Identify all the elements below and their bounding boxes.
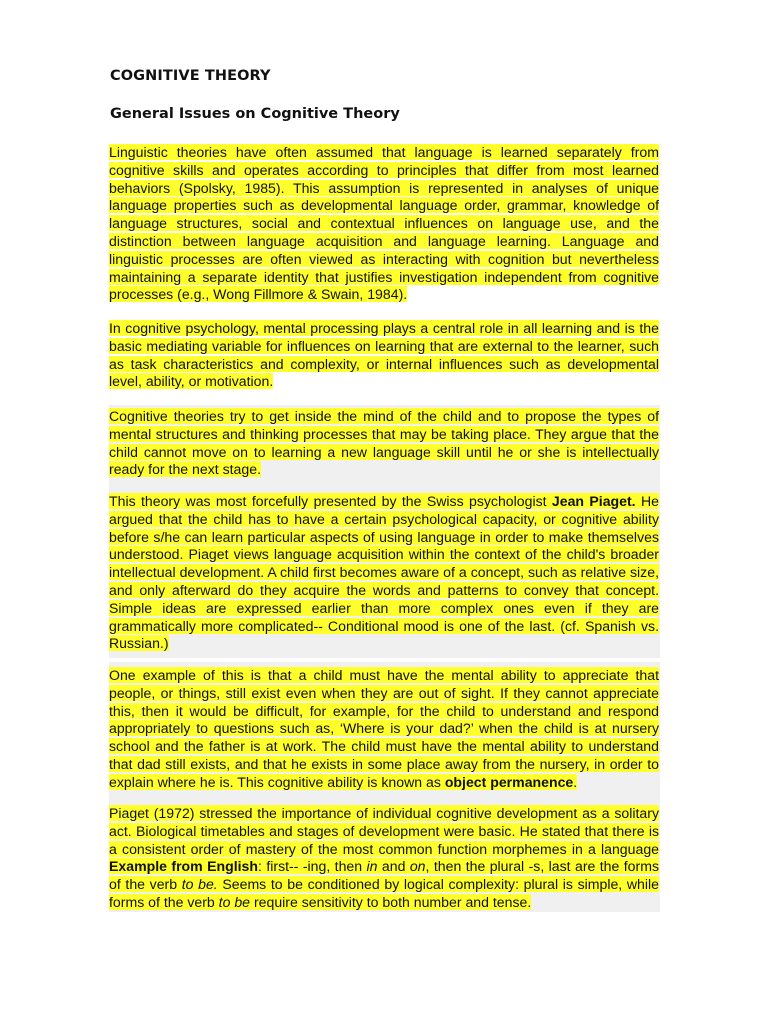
paragraph-6-text: Piaget (1972) stressed the importance of individual cognitive development as a solitary act. Biological timetables and stages of development were basic. He stated that there is a consistent order of mastery of the most common function morphemes in a language Example from English: first-- -ing, then in and on, then the plural -s, last are the forms of the verb to be. Seems to be conditioned by logical complexity: plural is simple, while forms of the verb to be require sensitivity to both number and tense. <box>109 805 659 910</box>
paragraph-6 <box>109 805 659 912</box>
paragraph-1-text: Linguistic theories have often assumed that language is learned separately from cognitive skills and operates according to principles that differ from most learned behaviors (Spolsky, 1985). This assumption is represented in analyses of unique language properties such as developmental language order, grammar, knowledge of language structures, social and contextual influences on language use, and the distinction between language acquisition and language learning. Language and linguistic processes are often viewed as interacting with cognition but nevertheless maintaining a separate identity that justifies investigation independent from cognitive processes (e.g., Wong Fillmore & Swain, 1984). <box>109 144 659 303</box>
section-heading: General Issues on Cognitive Theory <box>110 106 400 122</box>
paragraph-5-text: One example of this is that a child must have the mental ability to appreciate that people, or things, still exist even when they are out of sight. If they cannot appreciate this, then it would be difficult, for example, for the child to understand and respond appropriately to questions such as, ‘Where is your dad?’ when the child is at nursery school and the father is at work. The child must have the mental ability to understand that dad still exists, and that he exists in some place away from the nursery, in order to explain where he is. This cognitive ability is known as object permanence. <box>109 667 659 790</box>
paragraph-1 <box>109 144 659 304</box>
paragraph-2-text: In cognitive psychology, mental processing plays a central role in all learning and is the basic mediating variable for influences on learning that are external to the learner, such as task characteristics and complexity, or internal influences such as developmental level, ability, or motivation. <box>109 320 659 390</box>
paragraph-2 <box>109 320 659 391</box>
example-label: Example from English <box>109 858 259 875</box>
paragraph-5 <box>109 667 659 792</box>
document-title: COGNITIVE THEORY <box>110 68 271 84</box>
paragraph-4-text: This theory was most forcefully presented by the Swiss psychologist Jean Piaget. He argued that the child has to have a certain psychological capacity, or cognitive ability before s/he can learn particular aspects of using language in order to make themselves understood. Piaget views language acquisition within the context of the child's broader intellectual development. A child first becomes aware of a concept, such as relative size, and only afterward do they acquire the words and patterns to convey that concept. Simple ideas are expressed earlier than more complex ones even if they are grammatically more complicated-- Conditional mood is one of the last. (cf. Spanish vs. Russian.) <box>109 493 659 652</box>
paragraph-3-text: Cognitive theories try to get inside the mind of the child and to propose the types of mental structures and thinking processes that may be taking place. They argue that the child cannot move on to learning a new language skill until he or she is intellectually ready for the next stage. <box>109 408 659 478</box>
paragraph-3 <box>109 408 659 479</box>
object-permanence-term: object permanence <box>444 773 574 790</box>
paragraph-4 <box>109 493 659 653</box>
jean-piaget-name: Jean Piaget. <box>551 493 636 509</box>
